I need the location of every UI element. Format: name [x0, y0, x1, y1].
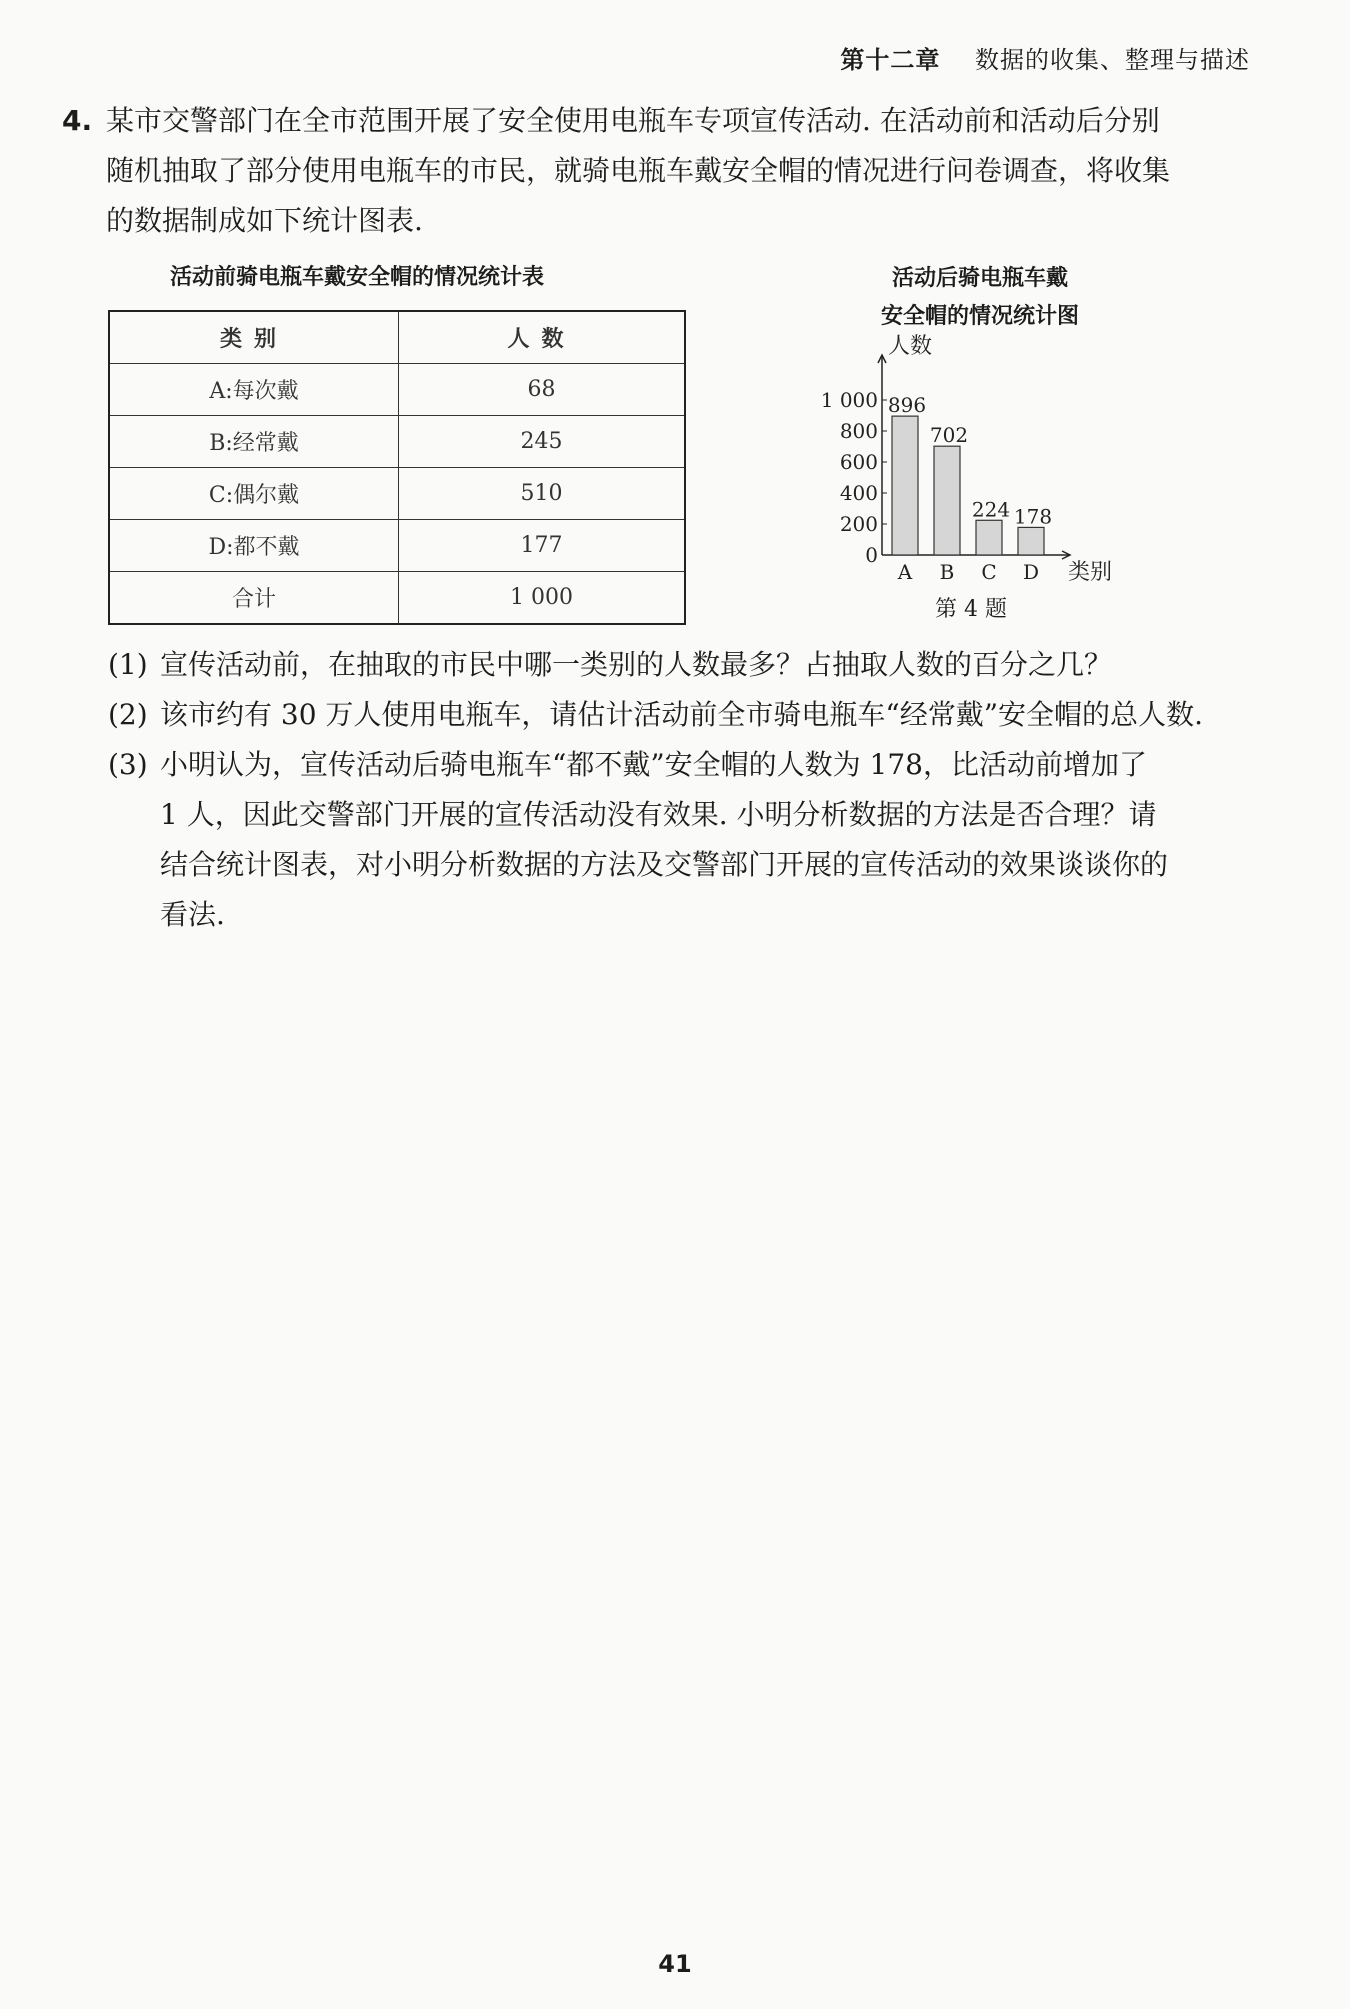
question-text: 小明认为，宣传活动后骑电瓶车“都不戴”安全帽的人数为 178，比活动前增加了 — [160, 748, 1147, 781]
x-tick-label: A — [897, 560, 913, 584]
table-header-category: 类别 — [109, 311, 399, 364]
table-row — [109, 364, 685, 416]
figure-caption: 第 4 题 — [935, 597, 1007, 622]
bar-chart — [790, 330, 1150, 590]
page-number: 41 — [658, 1950, 692, 1978]
table-cell: 合计 — [109, 572, 399, 625]
problem-statement — [62, 96, 1262, 246]
table-cell: 177 — [399, 520, 686, 572]
y-tick-label: 400 — [839, 481, 878, 505]
y-axis-label: 人数 — [888, 334, 933, 359]
page-header — [840, 40, 1250, 75]
questions — [108, 640, 1268, 940]
question-text: 该市约有 30 万人使用电瓶车，请估计活动前全市骑电瓶车“经常戴”安全帽的总人数. — [160, 698, 1203, 731]
bar — [934, 446, 960, 555]
bar — [1018, 527, 1044, 555]
question-2 — [108, 690, 1268, 740]
question-number: (2) — [108, 698, 148, 731]
table-cell: C:偶尔戴 — [109, 468, 399, 520]
y-tick-label: 1 000 — [820, 388, 878, 412]
chart-title-line-2: 安全帽的情况统计图 — [880, 304, 1079, 329]
table-cell: A:每次戴 — [109, 364, 399, 416]
y-tick-label: 200 — [839, 512, 878, 536]
y-tick-label: 600 — [839, 450, 878, 474]
bar — [892, 416, 918, 555]
chapter-title: 数据的收集、整理与描述 — [975, 46, 1250, 74]
problem-line-3: 的数据制成如下统计图表. — [106, 204, 423, 237]
question-text: 1 人，因此交警部门开展的宣传活动没有效果. 小明分析数据的方法是否合理？请 — [160, 798, 1157, 831]
problem-line-1: 某市交警部门在全市范围开展了安全使用电瓶车专项宣传活动. 在活动前和活动后分别 — [106, 104, 1160, 137]
bar — [976, 520, 1002, 555]
x-tick-label: B — [939, 560, 955, 584]
question-number: (3) — [108, 748, 148, 781]
table-row — [109, 520, 685, 572]
question-3 — [108, 740, 1268, 940]
stats-table — [108, 310, 686, 625]
table-header-row — [109, 311, 685, 364]
problem-line-2: 随机抽取了部分使用电瓶车的市民，就骑电瓶车戴安全帽的情况进行问卷调查，将收集 — [106, 154, 1171, 187]
data-label: 702 — [929, 423, 969, 448]
table-cell: 68 — [399, 364, 686, 416]
table-cell: B:经常戴 — [109, 416, 399, 468]
data-label: 224 — [971, 497, 1011, 522]
x-tick-label: D — [1022, 560, 1040, 584]
table-row — [109, 416, 685, 468]
table-row — [109, 572, 685, 625]
data-label: 896 — [887, 393, 927, 418]
chapter-label: 第十二章 — [840, 46, 941, 74]
table-cell: 1 000 — [399, 572, 686, 625]
question-text: 结合统计图表，对小明分析数据的方法及交警部门开展的宣传活动的效果谈谈你的 — [160, 848, 1169, 881]
question-text: 看法. — [160, 898, 225, 931]
question-text: 宣传活动前，在抽取的市民中哪一类别的人数最多？占抽取人数的百分之几？ — [160, 648, 1113, 681]
y-tick-label: 0 — [865, 543, 878, 567]
x-tick-label: C — [981, 560, 997, 584]
table-header-count: 人数 — [399, 311, 686, 364]
data-label: 178 — [1013, 504, 1053, 529]
y-tick-label: 800 — [839, 419, 878, 443]
chart-title — [830, 260, 1130, 336]
chart-title-line-1: 活动后骑电瓶车戴 — [891, 266, 1068, 291]
table-title: 活动前骑电瓶车戴安全帽的情况统计表 — [170, 265, 545, 290]
question-number: (1) — [108, 648, 148, 681]
question-1 — [108, 640, 1268, 690]
problem-number: 4. — [62, 104, 93, 137]
table-cell: 510 — [399, 468, 686, 520]
table-cell: D:都不戴 — [109, 520, 399, 572]
table-cell: 245 — [399, 416, 686, 468]
x-axis-label: 类别 — [1068, 560, 1113, 585]
table-row — [109, 468, 685, 520]
